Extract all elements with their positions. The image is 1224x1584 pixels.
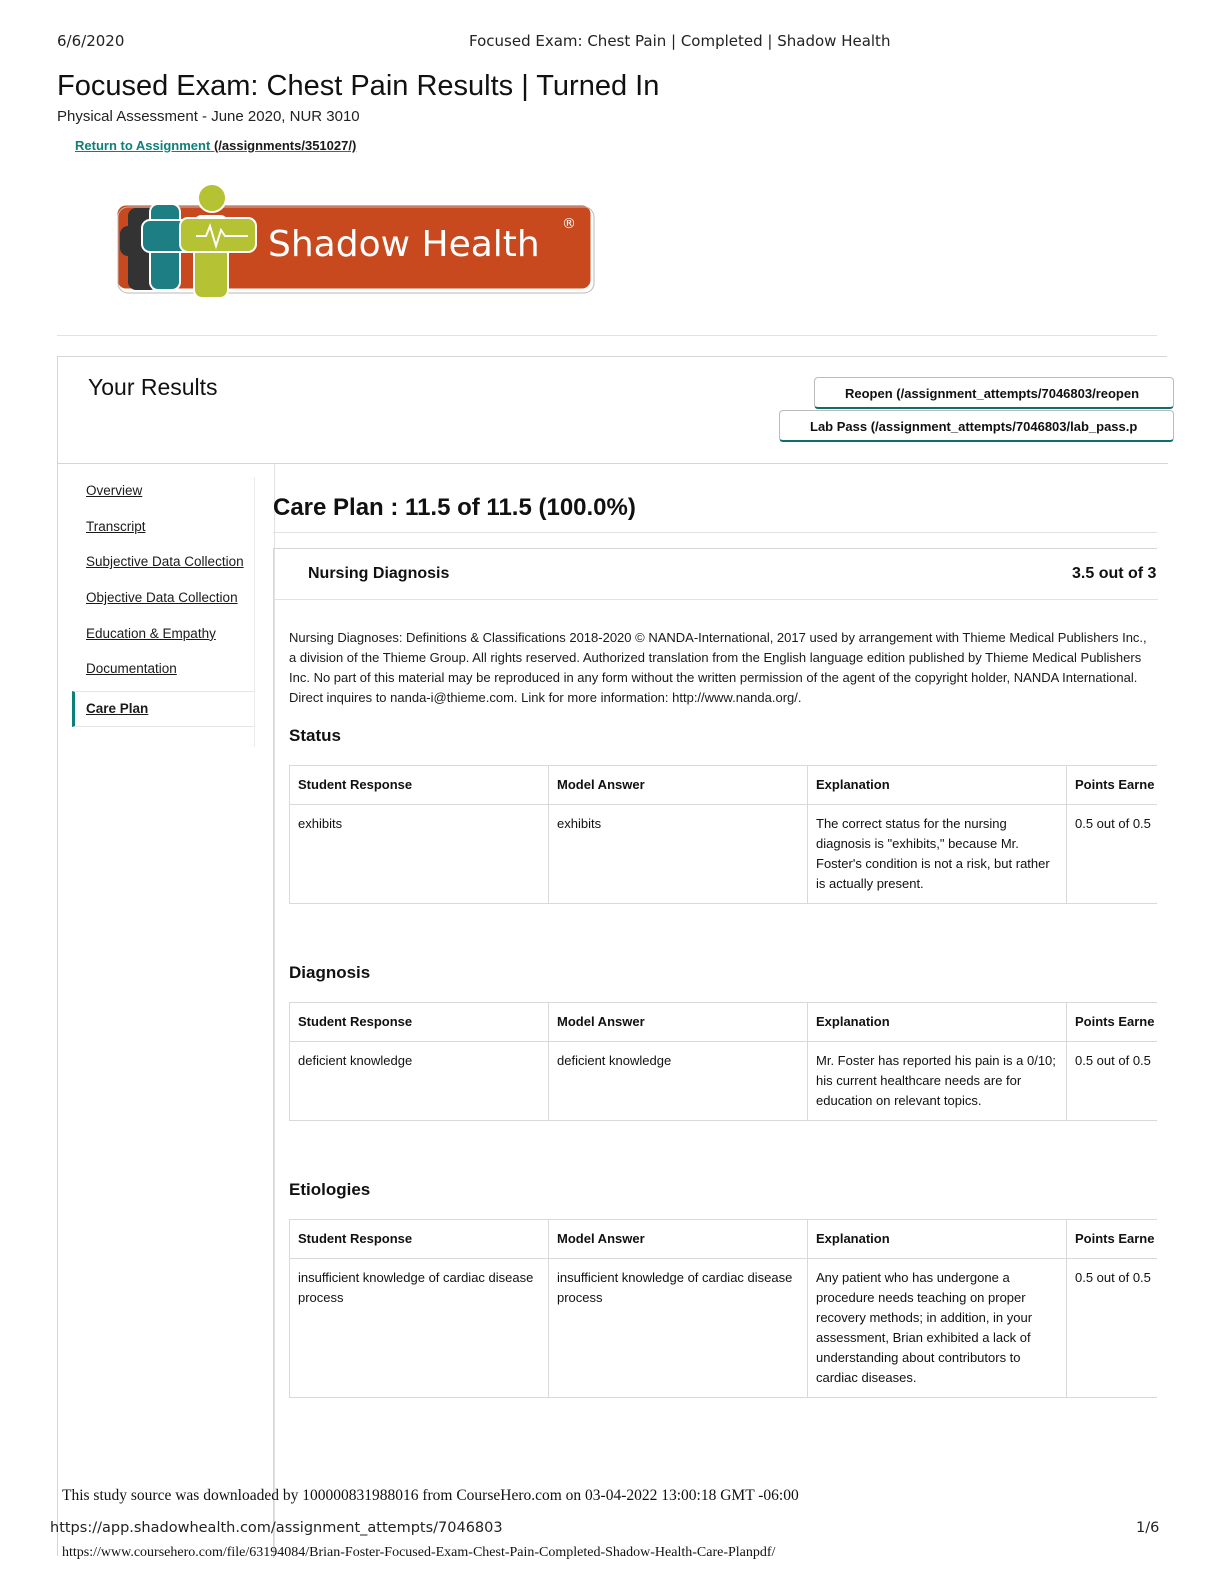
col-points-earned: Points Earne [1067,766,1158,805]
points-cell: 0.5 out of 0.5 [1067,805,1158,904]
nav-item-education-empathy[interactable]: Education & Empathy [86,625,216,641]
return-link-label: Return to Assignment [75,138,211,153]
col-points-earned: Points Earne [1067,1003,1158,1042]
diagnosis-table [289,1002,1157,1121]
care-plan-score-title: Care Plan : 11.5 of 11.5 (100.0%) [273,494,636,521]
model-answer-cell: exhibits [549,805,808,904]
col-model-answer: Model Answer [549,1220,808,1259]
points-cell: 0.5 out of 0.5 [1067,1042,1158,1121]
nav-item-subjective-data[interactable]: Subjective Data Collection [86,554,244,570]
etiologies-heading: Etiologies [289,1180,371,1199]
shadow-health-logo [108,178,598,310]
col-student-response: Student Response [290,766,549,805]
table-row [290,1259,1158,1398]
col-model-answer: Model Answer [549,1003,808,1042]
care-plan-divider [273,532,1157,533]
table-header-row [290,1003,1158,1042]
nanda-copyright-notice: Nursing Diagnoses: Definitions & Classifications 2018-2020 © NANDA-International, 2017 used by arrangement with Thieme Medical Publishers Inc., a division of the Thieme Group. All rights reserved. Authorized translation from the English language edition published by Thieme Medical Publishers Inc. No part of this material may be reproduced in any form without the written permission of the agent of the copyright holder, NANDA International. Direct inquires to nanda-i@thieme.com. Link for more information: http://www.nanda.org/. [289,630,1147,705]
model-answer-cell: insufficient knowledge of cardiac disease process [549,1259,808,1398]
explanation-cell: The correct status for the nursing diagnosis is "exhibits," because Mr. Foster's condition is not a risk, but rather is actually present. [808,805,1067,904]
results-header [58,357,1168,464]
return-to-assignment-link[interactable] [75,138,356,153]
col-student-response: Student Response [290,1220,549,1259]
nav-item-care-plan[interactable]: Care Plan [72,691,254,727]
etiologies-table [289,1219,1157,1398]
explanation-cell: Any patient who has undergone a procedure needs teaching on proper recovery methods; in addition, in your assessment, Brian exhibited a lack of understanding about contributors to cardiac diseases. [808,1259,1067,1398]
course-subtitle: Physical Assessment - June 2020, NUR 3010 [57,108,360,125]
download-source-notice: This study source was downloaded by 100000831988016 from CourseHero.com on 03-04-2022 13:00:18 GMT -06:00 [62,1487,799,1504]
registered-mark: ® [562,216,576,232]
col-explanation: Explanation [808,766,1067,805]
table-row [290,805,1158,904]
model-answer-cell: deficient knowledge [549,1042,808,1121]
nav-item-documentation[interactable]: Documentation [86,661,177,677]
logo-wordmark: Shadow Health [268,224,540,265]
student-response-cell: exhibits [290,805,549,904]
student-response-cell: insufficient knowledge of cardiac disease process [290,1259,549,1398]
print-title: Focused Exam: Chest Pain | Completed | Shadow Health [469,32,891,50]
diagnosis-heading: Diagnosis [289,963,371,982]
print-page-number: 1/6 [1136,1520,1160,1536]
results-sidenav [72,477,254,727]
print-footer-url: https://app.shadowhealth.com/assignment_attempts/7046803 [50,1520,503,1536]
table-header-row [290,1220,1158,1259]
nav-divider [254,477,255,747]
student-response-cell: deficient knowledge [290,1042,549,1121]
explanation-cell: Mr. Foster has reported his pain is a 0/10; his current healthcare needs are for education on relevant topics. [808,1042,1067,1121]
section-score: 3.5 out of 3 [1072,565,1157,582]
nav-item-objective-data[interactable]: Objective Data Collection [86,590,238,606]
reopen-button[interactable]: Reopen (/assignment_attempts/7046803/reopen [814,377,1174,409]
page-title: Focused Exam: Chest Pain Results | Turned In [57,70,660,102]
header-divider [57,335,1157,336]
table-header-row [290,766,1158,805]
lab-pass-button[interactable]: Lab Pass (/assignment_attempts/7046803/lab_pass.p [779,410,1174,442]
coursehero-url: https://www.coursehero.com/file/63194084/Brian-Foster-Focused-Exam-Chest-Pain-Completed-Shadow-Health-Care-Planpdf/ [62,1545,776,1560]
results-title: Your Results [88,374,218,400]
col-model-answer: Model Answer [549,766,808,805]
return-link-path: (/assignments/351027/) [213,138,357,153]
nav-item-overview[interactable]: Overview [86,483,143,498]
col-points-earned: Points Earne [1067,1220,1158,1259]
print-date: 6/6/2020 [57,32,125,50]
nursing-diagnosis-header [274,549,1158,600]
status-table [289,765,1157,904]
table-row [290,1042,1158,1121]
col-explanation: Explanation [808,1003,1067,1042]
col-explanation: Explanation [808,1220,1067,1259]
status-heading: Status [289,726,341,745]
section-name: Nursing Diagnosis [308,565,450,582]
nav-item-transcript[interactable]: Transcript [86,518,146,534]
col-student-response: Student Response [290,1003,549,1042]
points-cell: 0.5 out of 0.5 [1067,1259,1158,1398]
